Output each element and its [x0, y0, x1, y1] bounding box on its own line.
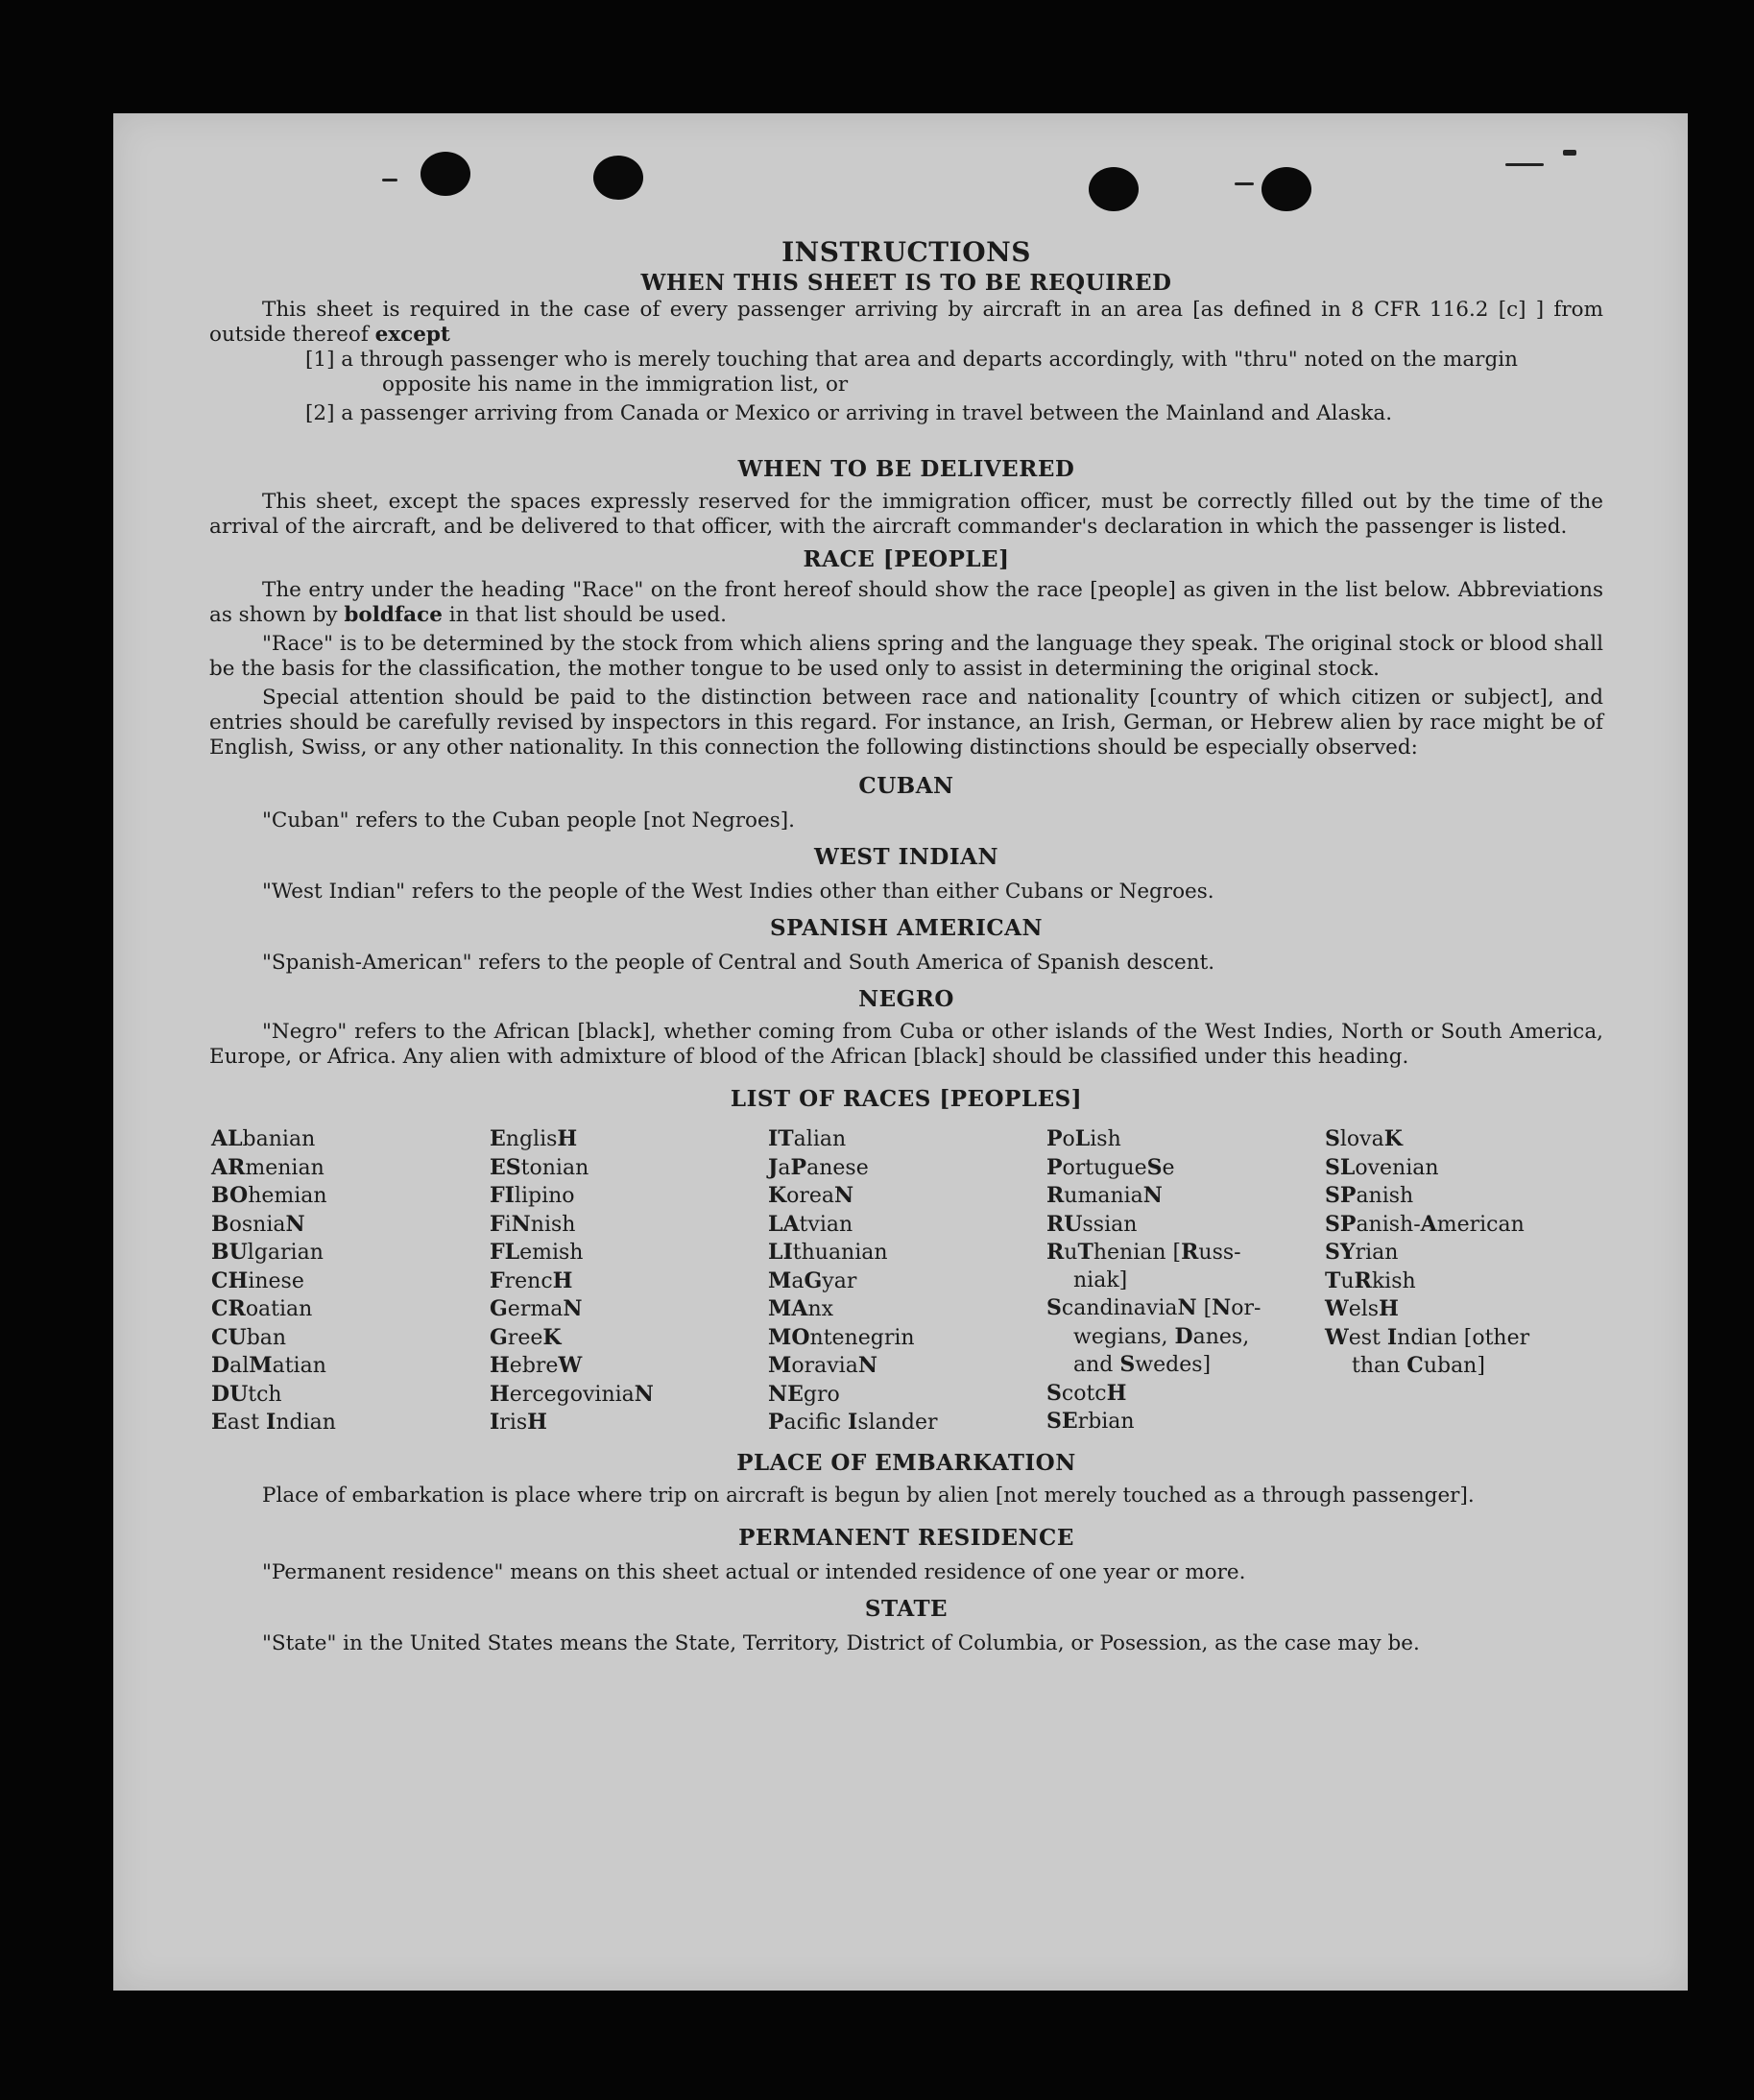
paragraph-required — [209, 298, 1603, 348]
race-entry: DalMatian — [211, 1353, 326, 1378]
heading-race: RACE [PEOPLE] — [803, 546, 1010, 572]
races-column-4 — [1046, 1125, 1325, 1437]
race-text-a: The entry under the heading "Race" on the front hereof should show the race [people] as given in the list below. Abbreviations as shown by — [209, 578, 1603, 627]
race-entry: NEgro — [768, 1381, 840, 1407]
paragraph-permanent-residence: "Permanent residence" means on this sheet actual or intended residence of one year or more. — [262, 1559, 1246, 1584]
race-entry: FrencH — [490, 1267, 573, 1293]
ink-mark — [1505, 163, 1544, 166]
races-column-2 — [490, 1125, 768, 1437]
race-entry: GermaN — [490, 1296, 583, 1321]
race-entry: IrisH — [490, 1410, 547, 1435]
race-entry: BOhemian — [211, 1183, 327, 1208]
race-entry: FLemish — [490, 1240, 584, 1265]
race-entry: wegians, Danes, — [1073, 1323, 1250, 1349]
heading-required: WHEN THIS SHEET IS TO BE REQUIRED — [640, 270, 1172, 296]
race-entry: SPanish — [1325, 1183, 1414, 1208]
race-entry: EStonian — [490, 1154, 589, 1180]
race-entry: EnglisH — [490, 1126, 578, 1151]
exception-1: [1] a through passenger who is merely touching that area and departs accordingly, with "thru" noted on the margin opposite his name in the immigration list, or — [305, 348, 1518, 397]
required-text: This sheet is required in the case of every passenger arriving by aircraft in an area [as defined in 8 CFR 116.2 [c] ] from outside thereof — [209, 298, 1603, 347]
race-entry: RumaniaN — [1046, 1183, 1163, 1208]
race-entry: BUlgarian — [211, 1240, 324, 1265]
race-entry: MaGyar — [768, 1267, 857, 1293]
race-entry: GreeK — [490, 1324, 562, 1350]
document-sheet — [113, 113, 1688, 1991]
heading-state: STATE — [864, 1595, 949, 1622]
race-entry: West Indian [other — [1325, 1324, 1530, 1350]
exception-2: [2] a passenger arriving from Canada or Mexico or arriving in travel between the Mainland and Alaska. — [305, 401, 1393, 425]
paragraph-embarkation: Place of embarkation is place where trip on aircraft is begun by alien [not merely touched as a through passenger]. — [262, 1483, 1475, 1508]
race-entry: and Swedes] — [1073, 1352, 1212, 1377]
heading-embarkation: PLACE OF EMBARKATION — [736, 1449, 1076, 1476]
race-entry: PoLish — [1046, 1126, 1121, 1151]
race-entry: SErbian — [1046, 1409, 1135, 1434]
race-entry: MoraviaN — [768, 1353, 877, 1378]
races-column-1 — [211, 1125, 490, 1437]
race-entry: East Indian — [211, 1410, 336, 1435]
paragraph-delivered: This sheet, except the spaces expressly reserved for the immigration officer, must be correctly filled out by the time of the arrival of the aircraft, and be delivered to that officer, with the aircraft commander's declaration in which the passenger is listed. — [209, 490, 1603, 539]
races-column-5 — [1325, 1125, 1603, 1437]
race-entry: ScandinaviaN [Nor- — [1046, 1295, 1261, 1320]
race-entry: CHinese — [211, 1267, 304, 1293]
punch-hole — [593, 156, 643, 200]
race-entry: ARmenian — [211, 1154, 324, 1180]
race-entry: MAnx — [768, 1296, 834, 1321]
heading-cuban: CUBAN — [858, 773, 954, 799]
paragraph-race-2: "Race" is to be determined by the stock from which aliens spring and the language they speak. The original stock or blood shall be the basis for the classification, the mother tongue to be used only to assist in determining the original stock. — [209, 632, 1603, 681]
race-entry: SYrian — [1325, 1240, 1399, 1265]
punch-hole — [1089, 167, 1139, 211]
race-entry: TuRkish — [1325, 1267, 1416, 1293]
heading-permanent-residence: PERMANENT RESIDENCE — [738, 1524, 1074, 1551]
race-entry: Pacific Islander — [768, 1410, 938, 1435]
race-entry: ScotcH — [1046, 1380, 1127, 1406]
race-entry: MOntenegrin — [768, 1324, 915, 1350]
ink-mark — [1563, 150, 1576, 156]
paragraph-race-3: Special attention should be paid to the distinction between race and nationality [country of which citizen or subject], and entries should be carefully revised by inspectors in this regard. For instance, an Irish, German, or Hebrew alien by race might be of English, Swiss, or any other nationality. In this connection the following distinctions should be especially observed: — [209, 686, 1603, 760]
race-entry: KoreaN — [768, 1183, 854, 1208]
instructions-content — [209, 236, 1603, 1656]
race-entry: RUssian — [1046, 1211, 1138, 1237]
race-text-boldface: boldface — [344, 603, 443, 627]
race-entry: HebreW — [490, 1353, 583, 1378]
race-entry: FIlipino — [490, 1183, 575, 1208]
race-entry: BosniaN — [211, 1211, 305, 1237]
paragraph-race-1 — [209, 578, 1603, 628]
races-table — [211, 1125, 1603, 1437]
paragraph-west-indian: "West Indian" refers to the people of the West Indies other than either Cubans or Negroes. — [262, 880, 1214, 904]
race-entry: niak] — [1073, 1267, 1128, 1292]
race-entry: ALbanian — [211, 1126, 316, 1151]
race-entry: LIthuanian — [768, 1240, 888, 1265]
race-entry: SlovaK — [1325, 1126, 1403, 1151]
races-column-3 — [768, 1125, 1046, 1437]
paragraph-state: "State" in the United States means the State, Territory, District of Columbia, or Posession, as the case may be. — [262, 1630, 1420, 1655]
page-title: INSTRUCTIONS — [781, 236, 1031, 268]
race-entry: FiNnish — [490, 1211, 576, 1237]
ink-mark — [382, 179, 397, 181]
race-entry: than Cuban] — [1352, 1353, 1485, 1378]
heading-list-of-races: LIST OF RACES [PEOPLES] — [730, 1086, 1083, 1112]
race-entry: LAtvian — [768, 1211, 853, 1237]
ink-mark — [1235, 182, 1254, 185]
race-entry: ITalian — [768, 1126, 847, 1151]
race-entry: DUtch — [211, 1381, 282, 1407]
race-entry: CRoatian — [211, 1296, 313, 1321]
heading-negro: NEGRO — [858, 986, 954, 1012]
race-text-c: in that list should be used. — [448, 603, 727, 627]
paragraph-negro: "Negro" refers to the African [black], whether coming from Cuba or other islands of the West Indies, North or South America, Europe, or Africa. Any alien with admixture of blood of the African [black] should be classified under this heading. — [209, 1020, 1603, 1069]
heading-delivered: WHEN TO BE DELIVERED — [737, 456, 1075, 482]
heading-west-indian: WEST INDIAN — [814, 844, 998, 870]
punch-hole — [420, 152, 470, 196]
punch-hole — [1261, 167, 1311, 211]
race-entry: CUban — [211, 1324, 287, 1350]
race-entry: SPanish-American — [1325, 1211, 1525, 1237]
race-entry: PortugueSe — [1046, 1154, 1175, 1180]
heading-spanish-american: SPANISH AMERICAN — [769, 915, 1044, 941]
race-entry: WelsH — [1325, 1296, 1399, 1321]
paragraph-spanish-american: "Spanish-American" refers to the people of Central and South America of Spanish descent. — [262, 951, 1215, 975]
required-except: except — [374, 323, 450, 347]
paragraph-cuban: "Cuban" refers to the Cuban people [not Negroes]. — [262, 809, 795, 833]
race-entry: RuThenian [Russ- — [1046, 1240, 1241, 1265]
race-entry: HercegoviniaN — [490, 1381, 654, 1407]
race-entry: SLovenian — [1325, 1154, 1439, 1180]
race-entry: JaPanese — [768, 1154, 869, 1180]
